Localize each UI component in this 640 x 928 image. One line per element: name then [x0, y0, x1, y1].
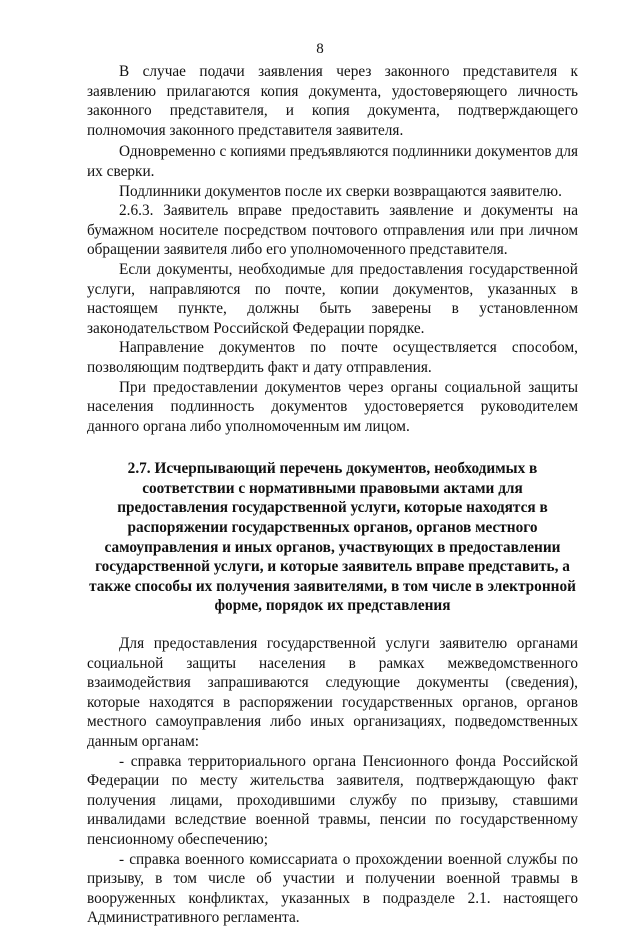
- list-item-pension-fund-certificate: - справка территориального органа Пенсионного фонда Российской Федерации по месту жительства заявителя, подтверждающую факт получения лицами, проходившими службу по призыву, ставшими инвалидами вследствие военной травмы, пенсии по государственному пенсионному обеспечению;: [87, 752, 578, 848]
- paragraph-interagency-request: Для предоставления государственной услуги заявителю органами социальной защиты населения в рамках межведомственного взаимодействия запрашиваются следующие документы (сведения), которые находятся в распоряжении государственных органов, органов местного самоуправления либо иных организациях, подведомственных данным органам:: [87, 635, 578, 750]
- list-item-military-commissariat-certificate: - справка военного комиссариата о прохождении военной службы по призыву, в том числе об участии и получении военной травмы в вооруженных конфликтах, указанных в подразделе 2.1. настоящего Административного регламента.: [87, 850, 578, 927]
- paragraph-social-protection-authentication: При предоставлении документов через органы социальной защиты населения подлинность документов удостоверяется руководителем данного органа либо уполномоченным им лицом.: [87, 378, 578, 435]
- paragraph-originals-presented: Одновременно с копиями предъявляются подлинники документов для их сверки.: [87, 143, 578, 180]
- document-body: [87, 62, 578, 928]
- paragraph-legal-representative: В случае подачи заявления через законного представителя к заявлению прилагаются копия документа, удостоверяющего личность законного представителя, и копия документа, подтверждающего полномочия законного представителя заявителя.: [87, 63, 578, 139]
- paragraph-postal-method: Направление документов по почте осуществляется способом, позволяющим подтвердить факт и дату отправления.: [87, 339, 578, 376]
- paragraph-originals-returned: Подлинники документов после их сверки возвращаются заявителю.: [119, 182, 562, 200]
- paragraph-postal-copies: Если документы, необходимые для предоставления государственной услуги, направляются по почте, копии документов, указанных в настоящем пункте, должны быть заверены в установленном законодательством Российской Федерации порядке.: [87, 260, 578, 337]
- section-heading-2-7: 2.7. Исчерпывающий перечень документов, необходимых в соответствии с нормативными правовыми актами для предоставления государственной услуги, которые находятся в распоряжении государственных органов, органов местного самоуправления и иных органов, участвующих в предоставлении государственной услуги, и которые заявитель вправе представить, а также способы их получения заявителями, в том числе в электронной форме, порядок их представления: [89, 460, 576, 615]
- page-number: 8: [316, 41, 324, 57]
- paragraph-2-6-3: 2.6.3. Заявитель вправе предоставить заявление и документы на бумажном носителе посредством почтового отправления или при личном обращении заявителя либо его уполномоченного представителя.: [87, 202, 578, 259]
